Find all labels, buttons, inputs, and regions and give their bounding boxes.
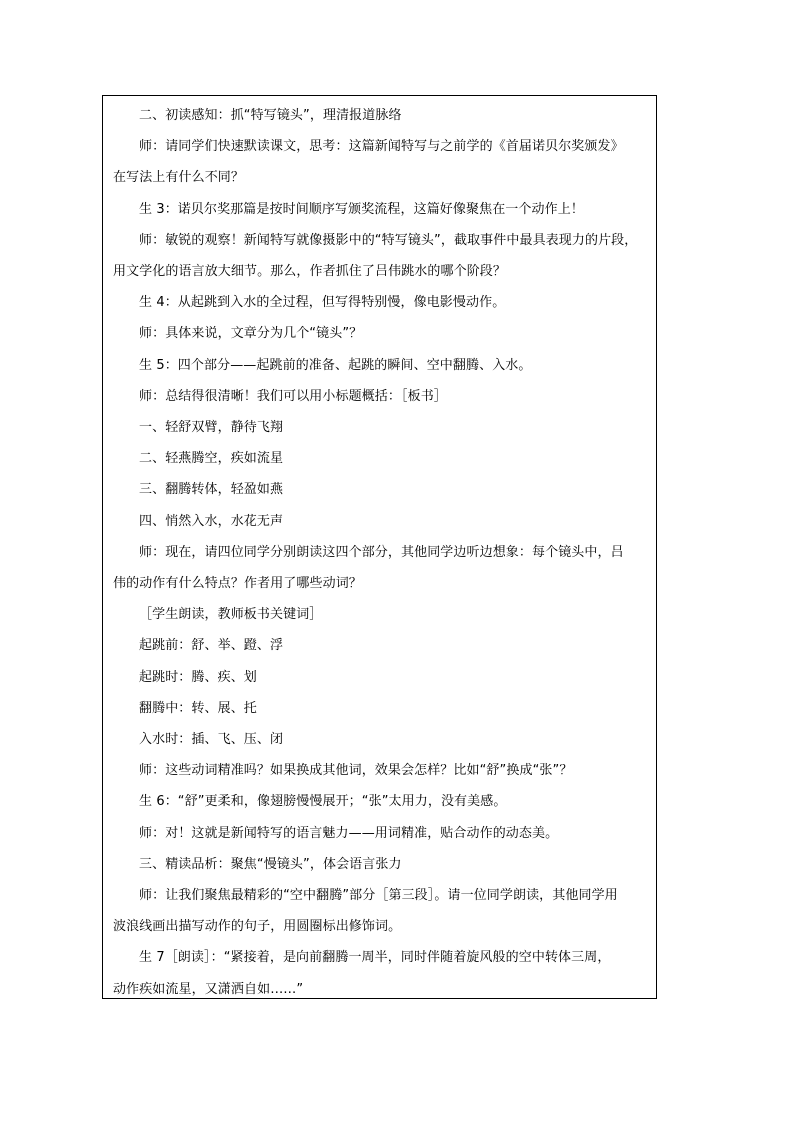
text-line: 生 7［朗读］：“紧接着，是向前翻腾一周半，同时伴随着旋风般的空中转体三周，: [139, 950, 611, 966]
text-line: 师：请同学们快速默读课文，思考：这篇新闻特写与之前学的《首届诺贝尔奖颁发》: [139, 139, 624, 155]
text-line: 翻腾中：转、展、托: [139, 700, 257, 716]
text-line: 用文学化的语言放大细节。那么，作者抓住了吕伟跳水的哪个阶段？: [113, 264, 507, 280]
text-line: 波浪线画出描写动作的句子，用圆圈标出修饰词。: [113, 919, 402, 935]
text-line: 入水时：插、飞、压、闭: [139, 732, 284, 748]
document-body: [113, 100, 651, 1005]
text-line: 生 5：四个部分——起跳前的准备、起跳的瞬间、空中翻腾、入水。: [139, 357, 532, 373]
document-frame: [102, 95, 657, 999]
text-line: 二、轻燕腾空，疾如流星: [139, 451, 284, 467]
text-line: 生 3：诺贝尔奖那篇是按时间顺序写颁奖流程，这篇好像聚焦在一个动作上！: [139, 201, 584, 217]
text-line: 师：敏锐的观察！新闻特写就像摄影中的“特写镜头”，截取事件中最具表现力的片段，: [139, 232, 638, 248]
text-line: 生 4：从起跳到入水的全过程，但写得特别慢，像电影慢动作。: [139, 295, 506, 311]
text-line: 师：让我们聚焦最精彩的“空中翻腾”部分［第三段］。请一位同学朗读，其他同学用: [139, 888, 618, 904]
text-line: 在写法上有什么不同？: [113, 170, 245, 186]
text-line: 起跳时：腾、疾、划: [139, 669, 257, 685]
text-line: 动作疾如流星，又潇洒自如……”: [113, 981, 304, 997]
text-line: 三、翻腾转体，轻盈如燕: [139, 482, 284, 498]
text-line: 二、初读感知：抓“特写镜头”，理清报道脉络: [139, 108, 402, 123]
text-line: 师：对！这就是新闻特写的语言魅力——用词精准，贴合动作的动态美。: [139, 825, 559, 841]
text-line: 师：具体来说，文章分为几个“镜头”？: [139, 326, 363, 342]
text-line: 伟的动作有什么特点？作者用了哪些动词？: [113, 576, 362, 592]
text-line: 师：现在，请四位同学分别朗读这四个部分，其他同学边听边想象：每个镜头中，吕: [139, 544, 624, 560]
text-line: 一、轻舒双臂，静待飞翔: [139, 420, 284, 436]
text-line: 生 6：“舒”更柔和，像翅膀慢慢展开；“张”太用力，没有美感。: [139, 794, 507, 810]
text-line: 师：总结得很清晰！我们可以用小标题概括：［板书］: [139, 388, 447, 404]
text-line: 师：这些动词精准吗？如果换成其他词，效果会怎样？比如“舒”换成“张”？: [139, 763, 573, 779]
text-line: 三、精读品析：聚焦“慢镜头”，体会语言张力: [139, 856, 402, 872]
text-line: ［学生朗读，教师板书关键词］: [139, 607, 323, 623]
text-line: 起跳前：舒、举、蹬、浮: [139, 638, 284, 654]
text-line: 四、悄然入水，水花无声: [139, 513, 284, 529]
